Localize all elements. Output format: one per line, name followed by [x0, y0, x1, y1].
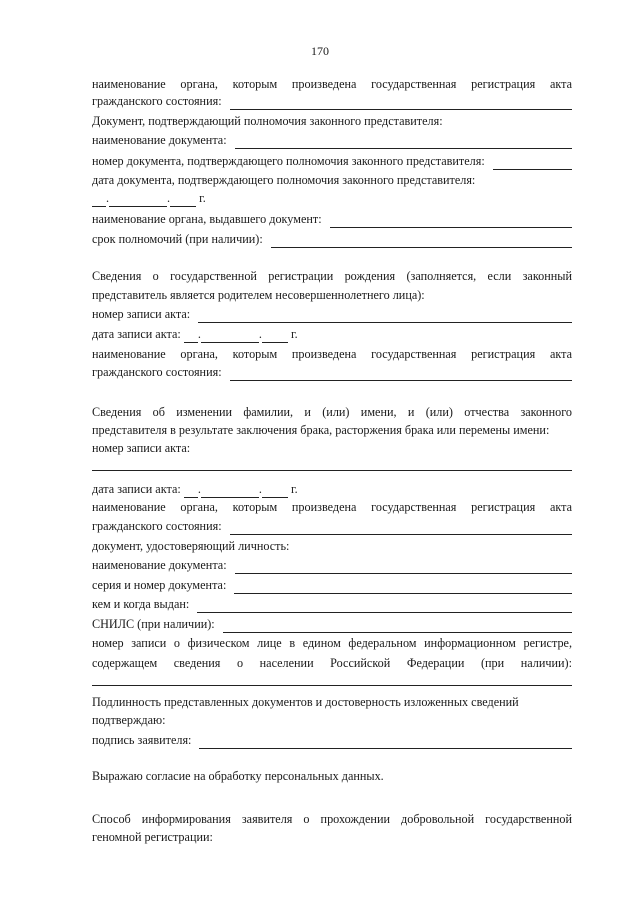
field-row — [92, 364, 572, 381]
year-field[interactable] — [170, 194, 196, 207]
text-line: подтверждаю: — [92, 713, 166, 727]
text-line: Способ информирования заявителя о прохождении добровольной государственной — [92, 812, 572, 826]
document-number-field[interactable] — [493, 157, 572, 170]
text-line: представителя в результате заключения брака, расторжения брака или перемены имени: — [92, 423, 550, 437]
field-label: дата записи акта: — [92, 327, 181, 341]
year-field[interactable] — [262, 485, 288, 498]
name-change-authority-field[interactable] — [230, 522, 572, 535]
date-row — [92, 190, 572, 207]
date-separator: . — [106, 191, 110, 205]
field-row — [92, 211, 572, 228]
text-line: номер записи о физическом лице в едином федеральном информационном регистре, — [92, 636, 572, 650]
field-label: наименование документа: — [92, 558, 227, 572]
field-row — [92, 231, 572, 248]
consent-statement: Выражаю согласие на обработку персональных данных. — [92, 769, 384, 783]
field-row — [92, 616, 572, 633]
text-line: геномной регистрации: — [92, 830, 213, 844]
name-change-record-field[interactable] — [92, 458, 572, 471]
id-series-number-field[interactable] — [234, 581, 572, 594]
issuing-authority-field[interactable] — [330, 215, 572, 228]
field-label: кем и когда выдан: — [92, 597, 190, 611]
registry-authority-field[interactable] — [230, 97, 572, 110]
field-label: гражданского состояния: — [92, 365, 222, 379]
field-label: наименование документа: — [92, 133, 227, 147]
date-row — [92, 326, 572, 343]
field-row — [92, 153, 572, 170]
field-row — [92, 132, 572, 149]
field-label: наименование органа, выдавшего документ: — [92, 212, 322, 226]
applicant-signature-field[interactable] — [199, 736, 572, 749]
date-row — [92, 481, 572, 498]
text-line: содержащем сведения о населении Российской Федерации (при наличии): — [92, 656, 572, 670]
field-row — [92, 557, 572, 574]
id-document-name-field[interactable] — [235, 561, 572, 574]
birth-registry-authority-field[interactable] — [230, 368, 572, 381]
year-suffix: г. — [290, 482, 298, 496]
field-label: подпись заявителя: — [92, 733, 192, 747]
year-field[interactable] — [262, 330, 288, 343]
month-field[interactable] — [109, 194, 167, 207]
field-label: гражданского состояния: — [92, 519, 222, 533]
date-separator: . — [197, 327, 201, 341]
authority-term-field[interactable] — [271, 235, 572, 248]
section-heading: документ, удостоверяющий личность: — [92, 539, 290, 553]
field-label: гражданского состояния: — [92, 94, 222, 108]
date-separator: . — [258, 327, 262, 341]
field-label: дата записи акта: — [92, 482, 181, 496]
field-label: дата документа, подтверждающего полномочия законного представителя: — [92, 173, 476, 187]
registry-record-field[interactable] — [92, 673, 572, 686]
day-field[interactable] — [184, 330, 198, 343]
text-line: наименование органа, которым произведена государственная регистрация акта — [92, 500, 572, 514]
issued-by-field[interactable] — [197, 600, 572, 613]
text-line: наименование органа, которым произведена государственная регистрация акта — [92, 77, 572, 91]
field-row — [92, 732, 572, 749]
text-line: Подлинность представленных документов и достоверность изложенных сведений — [92, 695, 519, 709]
field-label: номер записи акта: — [92, 441, 191, 455]
field-row — [92, 518, 572, 535]
field-label: СНИЛС (при наличии): — [92, 617, 215, 631]
text-line: представитель является родителем несовершеннолетнего лица): — [92, 288, 425, 302]
field-label: серия и номер документа: — [92, 578, 227, 592]
month-field[interactable] — [201, 485, 259, 498]
field-row — [92, 577, 572, 594]
month-field[interactable] — [201, 330, 259, 343]
snils-field[interactable] — [223, 620, 572, 633]
field-row — [92, 93, 572, 110]
day-field[interactable] — [184, 485, 198, 498]
birth-record-number-field[interactable] — [198, 310, 572, 323]
field-label: номер записи акта: — [92, 307, 191, 321]
field-row — [92, 596, 572, 613]
date-separator: . — [258, 482, 262, 496]
date-separator: . — [167, 191, 171, 205]
day-field[interactable] — [92, 194, 106, 207]
section-heading: Документ, подтверждающий полномочия законного представителя: — [92, 114, 443, 128]
field-label: номер документа, подтверждающего полномочия законного представителя: — [92, 154, 485, 168]
year-suffix: г. — [290, 327, 298, 341]
field-label: срок полномочий (при наличии): — [92, 232, 263, 246]
year-suffix: г. — [199, 191, 206, 205]
page-number: 170 — [311, 44, 329, 58]
text-line: Сведения о государственной регистрации рождения (заполняется, если законный — [92, 269, 572, 283]
text-line: наименование органа, которым произведена государственная регистрация акта — [92, 347, 572, 361]
date-separator: . — [197, 482, 201, 496]
field-row — [92, 306, 572, 323]
text-line: Сведения об изменении фамилии, и (или) имени, и (или) отчества законного — [92, 405, 572, 419]
document-name-field[interactable] — [235, 136, 572, 149]
